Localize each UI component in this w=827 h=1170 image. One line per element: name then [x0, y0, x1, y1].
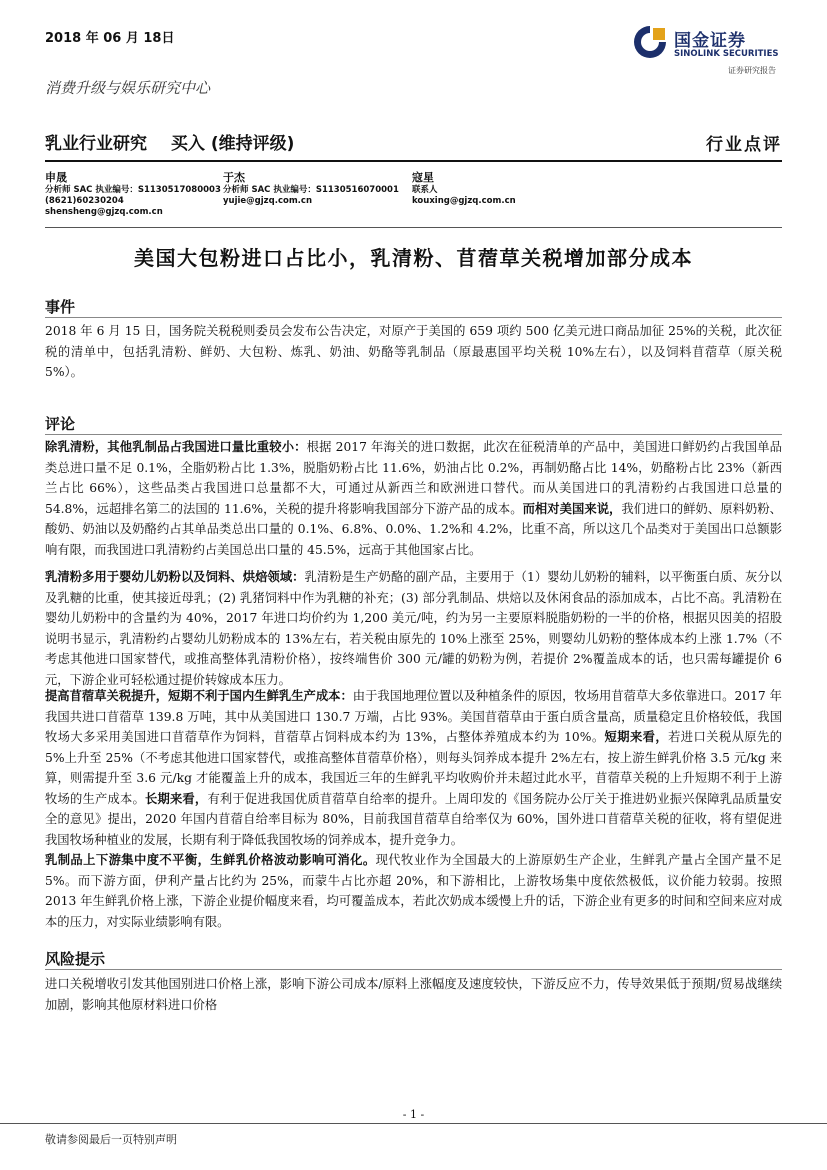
footer-divider [0, 1123, 827, 1124]
brand-subtitle: 证券研究报告 [728, 66, 776, 75]
paragraph-emphasis: 而相对美国来说， [522, 500, 622, 516]
paragraph-lead: 乳制品上下游集中度不平衡，生鲜乳价格波动影响可消化。 [45, 852, 376, 867]
section-title-event: 事件 [45, 298, 76, 316]
paragraph-lead: 除乳清粉，其他乳制品占我国进口量比重较小： [45, 439, 307, 454]
section-title-risk: 风险提示 [45, 950, 106, 968]
author-phone: (8621)60230204 [45, 196, 124, 206]
section-divider [45, 434, 782, 435]
comment-paragraph-1 [45, 437, 782, 560]
author-credential: 分析师 SAC 执业编号：S1130516070001 [223, 185, 399, 195]
author-email[interactable]: kouxing@gjzq.com.cn [412, 196, 516, 206]
comment-paragraph-2 [45, 567, 782, 690]
author-email[interactable]: shensheng@gjzq.com.cn [45, 207, 163, 217]
paragraph-text: 我们进口的鲜奶、原料奶粉、酸奶、奶油以及奶酪约占其单品类总出口量的 0.1%、6.8%、0.0%、1.2%和 4.2%，比重不高，所以这几个品类对于美国出口总额影响有限，而我国进口乳清粉约占美国总出口量的 45.5%，远高于其他国家占比。 [45, 501, 782, 557]
footer-disclaimer: 敬请参阅最后一页特别声明 [45, 1133, 177, 1146]
section-title-comment: 评论 [45, 415, 76, 433]
paragraph-lead: 乳清粉多用于婴幼儿奶粉以及饲料、烘焙领域： [45, 569, 305, 584]
author-card [223, 172, 399, 207]
section-divider [45, 969, 782, 970]
author-name: 寇星 [412, 171, 434, 184]
title-row [45, 129, 312, 154]
paragraph-text: 若进口关税从原先的 5%上升至 25%（不考虑其他进口国家替代，或推高整体苜蓿草价格），则每头饲养成本提升 2%左右，按上游生鲜乳价格 3.5 元/kg 来算，则需提升至 3.6 元/kg 才能覆盖上升的成本，我国近三年的生鲜乳平均收购价并未超过此水平，苜蓿草关税的上升短期不利于上游牧场的生产成本。 [45, 730, 782, 806]
industry-title: 乳业行业研究 [45, 134, 147, 154]
research-center: 消费升级与娱乐研究中心 [45, 79, 211, 97]
section-divider [45, 317, 782, 318]
report-headline: 美国大包粉进口占比小，乳清粉、苜蓿草关税增加部分成本 [134, 246, 693, 270]
author-role: 联系人 [412, 185, 438, 195]
paragraph-text: 乳清粉是生产奶酪的副产品，主要用于（1）婴幼儿奶粉的辅料，以平衡蛋白质、灰分以及乳糖的比重，使其接近母乳；(2) 乳猪饲料中作为乳糖的补充；(3) 部分乳制品、烘焙以及休闲食品的添加成本，占比不高。乳清粉在婴幼儿奶粉中的含量约为 40%，2017 年进口均价约为 1,200 美元/吨，约为另一主要原料脱脂奶粉的一半的价格，根据贝因美的招股说明书显示，乳清粉约占婴幼儿奶粉成本的 13%左右，若关税由原先的 10%上涨至 25%，则婴幼儿奶粉的整体成本约上涨 1.7%（不考虑其他进口国家替代，或推高整体乳清粉价格），按终端售价 300 元/罐的奶粉为例，若提价 2%覆盖成本的话，也只需每罐提价 6 元，下游企业可轻松通过提价转嫁成本压力。 [45, 570, 782, 687]
header-divider [45, 160, 782, 162]
rating-label: 买入 (维持评级) [170, 134, 295, 154]
page-number: - 1 - [402, 1108, 425, 1121]
author-name: 于杰 [223, 171, 245, 184]
logo-mark-icon [632, 22, 670, 62]
paragraph-text: 有利于促进我国优质苜蓿草自给率的提升。上周印发的《国务院办公厅关于推进奶业振兴保障乳品质量安全的意见》提出，2020 年国内苜蓿自给率目标为 80%，目前我国苜蓿草自给率仅为 60%，国外进口苜蓿草关税的征收，将有望促进我国牧场种植业的发展，长期有利于降低我国牧场的饲养成本，提升竞争力。 [45, 791, 782, 847]
brand-name-en: SINOLINK SECURITIES [674, 49, 779, 59]
paragraph-text: 根据 2017 年海关的进口数据，此次在征税清单的产品中，美国进口鲜奶约占我国单品类总进口量不足 0.1%，全脂奶粉占比 1.3%，脱脂奶粉占比 11.6%，奶油占比 0.2%，再制奶酪占比 14%，奶酪粉占比 23%（新西兰占比 66%），这些品类占我国进口总量都不大，可通过从新西兰和欧洲进口替代。而从美国进口的乳清粉约占我国进口总量的 54.8%，远超排名第二的法国的 11.6%，关税的提升将影响我国部分下游产品的成本。 [45, 440, 782, 516]
risk-paragraph: 进口关税增收引发其他国别进口价格上涨，影响下游公司成本/原料上涨幅度及速度较快，下游反应不力，传导效果低于预期/贸易战继续加剧，影响其他原材料进口价格 [45, 977, 782, 1012]
paragraph-emphasis: 长期来看， [144, 790, 208, 806]
brand-name-cn: 国金证券 [674, 31, 746, 51]
paragraph-text: 由于我国地理位置以及种植条件的原因，牧场用苜蓿草大多依靠进口。2017 年我国共进口苜蓿草 139.8 万吨，其中从美国进口 130.7 万端，占比 93%。美国苜蓿草由于蛋白质含量高，质量稳定且价格较低，我国牧场大多采用美国进口苜蓿草作为饲料，苜蓿草占饲料成本约为 13%，占整体养殖成本约为 10%。 [45, 689, 782, 744]
author-name: 申晟 [45, 171, 67, 184]
author-email[interactable]: yujie@gjzq.com.cn [223, 196, 312, 206]
paragraph-emphasis: 短期来看， [604, 729, 669, 744]
comment-paragraph-3 [45, 686, 782, 850]
author-card [45, 172, 221, 218]
paragraph-lead: 提高苜蓿草关税提升，短期不利于国内生鲜乳生产成本： [45, 688, 353, 703]
paragraph-text: 现代牧业作为全国最大的上游原奶生产企业，生鲜乳产量占全国产量不足 5%。而下游方面，伊利产量占比约为 25%，而蒙牛占比亦超 20%，和下游相比，上游牧场集中度依然极低，议价能力较弱。按照 2013 年生鲜乳价格上涨，下游企业提价幅度来看，均可覆盖成本，若此次奶成本缓慢上升的话，下游企业有更多的时间和空间来应对成本的压力，对实际业绩影响有限。 [45, 853, 782, 929]
report-type: 行业点评 [706, 135, 782, 155]
author-credential: 分析师 SAC 执业编号：S1130517080003 [45, 185, 221, 195]
report-date: 2018 年 06 月 18日 [45, 31, 175, 46]
comment-paragraph-4 [45, 850, 782, 932]
event-paragraph: 2018 年 6 月 15 日，国务院关税税则委员会发布公告决定，对原产于美国的 659 项约 500 亿美元进口商品加征 25%的关税，此次征税的清单中，包括乳清粉、鲜奶、大包粉、炼乳、奶油、奶酪等乳制品（原最惠国平均关税 10%左右），以及饲料苜蓿草（原关税 5%）。 [45, 324, 782, 379]
author-divider [45, 227, 782, 228]
author-card [412, 172, 516, 207]
brand-logo [632, 22, 792, 78]
